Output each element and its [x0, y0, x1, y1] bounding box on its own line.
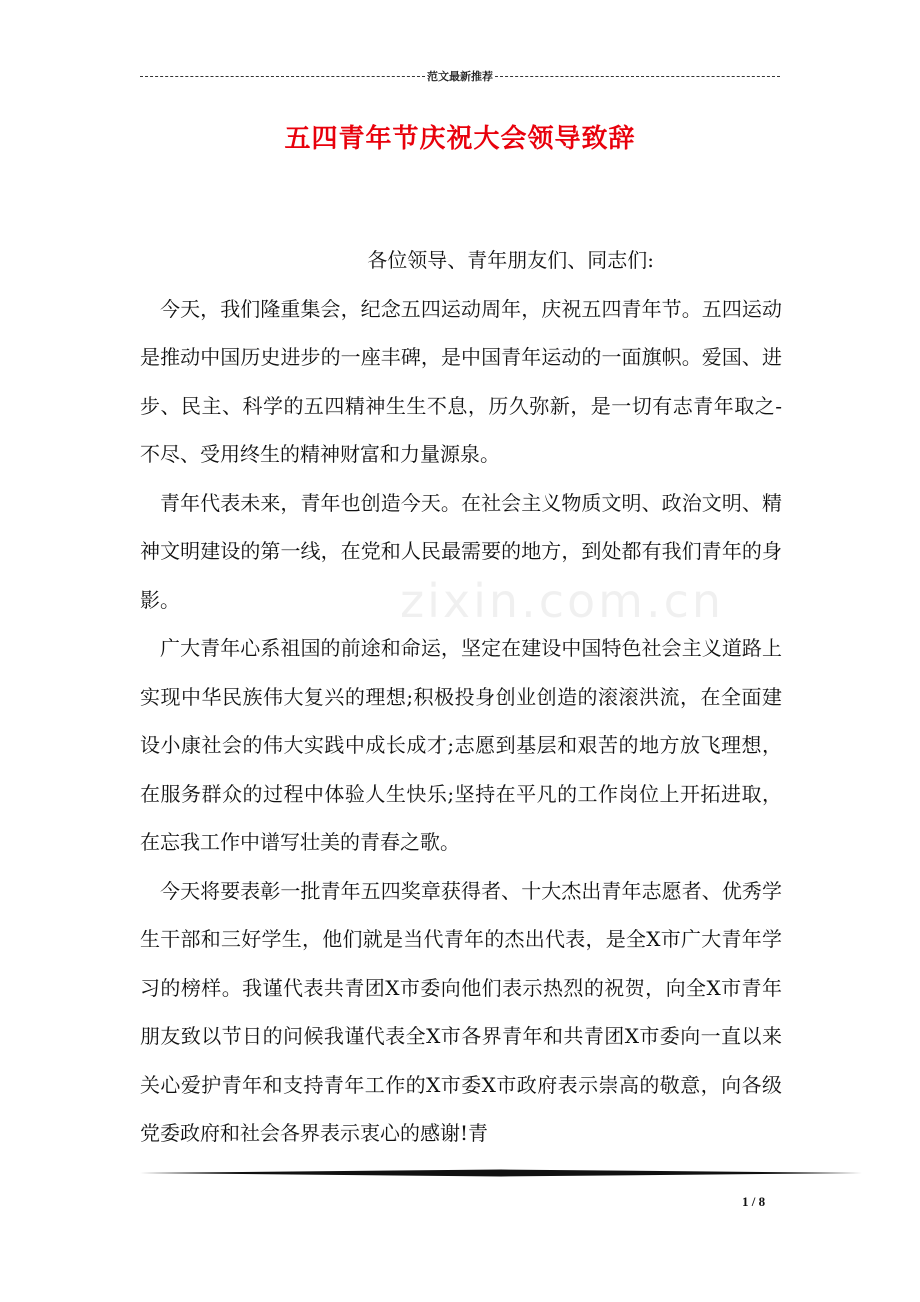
page-header [140, 66, 780, 86]
paragraph-2: 青年代表未来，青年也创造今天。在社会主义物质文明、政治文明、精神文明建设的第一线，在党和人民最需要的地方，到处都有我们青年的身影。 [140, 490, 782, 612]
header-dash-left [140, 76, 425, 77]
header-label: 范文最新推荐 [427, 70, 493, 83]
greeting: 各位领导、青年朋友们、同志们: [367, 248, 654, 272]
paragraph-4: 今天将要表彰一批青年五四奖章获得者、十大杰出青年志愿者、优秀学生干部和三好学生，他们就是当代青年的杰出代表，是全X市广大青年学习的榜样。我谨代表共青团X市委向他们表示热烈的祝贺，向全X市青年朋友致以节日的问候我谨代表全X市各界青年和共青团X市委向一直以来关心爱护青年和支持青年工作的X市委X市政府表示崇高的敬意，向各级党委政府和社会各界表示衷心的感谢!青 [140, 878, 782, 1145]
paragraph-1: 今天，我们隆重集会，纪念五四运动周年，庆祝五四青年节。五四运动是推动中国历史进步的一座丰碑，是中国青年运动的一面旗帜。爱国、进步、民主、科学的五四精神生生不息，历久弥新，是一切有志青年取之-不尽、受用终生的精神财富和力量源泉。 [140, 296, 782, 466]
footer-rule [140, 1168, 862, 1178]
document-title: 五四青年节庆祝大会领导致辞 [284, 124, 636, 154]
page-number: 1 / 8 [742, 1194, 766, 1209]
watermark: zixin.com.cn [400, 574, 725, 628]
document-body [140, 236, 782, 1158]
header-dash-right [495, 76, 780, 77]
paragraph-3: 广大青年心系祖国的前途和命运，坚定在建设中国特色社会主义道路上实现中华民族伟大复兴的理想;积极投身创业创造的滚滚洪流，在全面建设小康社会的伟大实践中成长成才;志愿到基层和艰苦的地方放飞理想，在服务群众的过程中体验人生快乐;坚持在平凡的工作岗位上开拓进取，在忘我工作中谱写壮美的青春之歌。 [140, 636, 782, 854]
